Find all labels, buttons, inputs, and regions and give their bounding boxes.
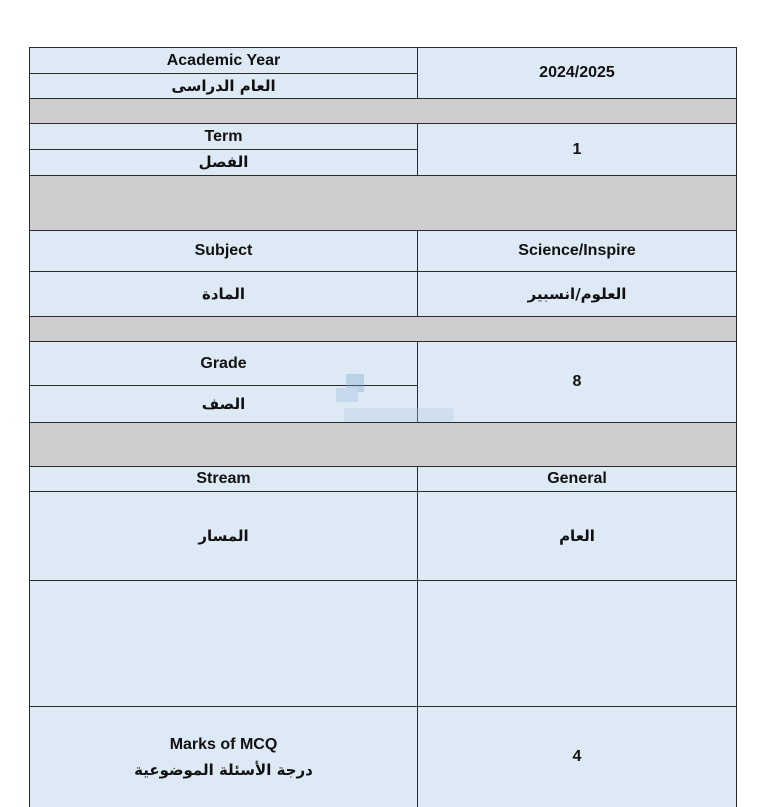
stream-label-ar [30, 492, 418, 580]
stream-label-en-text: Stream [196, 470, 251, 487]
subject-value-en-text: Science/Inspire [518, 242, 636, 259]
term-value-text: 1 [572, 140, 582, 158]
mcq-label [30, 707, 418, 807]
stream-value-ar-text: العام [559, 526, 595, 545]
academic-year-label-ar [30, 74, 418, 98]
subject-label-en-text: Subject [194, 242, 253, 259]
mcq-value [418, 707, 736, 807]
academic-year-value-text: 2024/2025 [539, 64, 615, 81]
term-label-en [30, 124, 418, 149]
stream-value-en-text: General [547, 470, 607, 487]
empty-cell-left [30, 581, 418, 706]
grade-label-en-text: Grade [200, 354, 247, 372]
empty-cell-right [418, 581, 736, 706]
subject-value-en [418, 231, 736, 271]
term-value [418, 124, 736, 175]
mcq-value-text: 4 [572, 748, 582, 765]
separator-row [30, 175, 736, 231]
info-table [29, 47, 737, 807]
academic-year-value [418, 48, 736, 98]
subject-value-ar [418, 272, 736, 316]
academic-year-label-en [30, 48, 418, 73]
term-label-ar [30, 150, 418, 175]
mcq-label-ar-text: درجة الأسئلة الموضوعية [134, 760, 313, 779]
separator-row [30, 316, 736, 342]
subject-label-ar-text: المادة [202, 284, 246, 303]
term-label-en-text: Term [204, 127, 243, 145]
grade-value [418, 342, 736, 422]
stream-label-ar-text: المسار [198, 526, 249, 545]
subject-value-ar-text: العلوم/انسبير [527, 284, 627, 303]
grade-label-ar [30, 386, 418, 422]
separator-row [30, 422, 736, 467]
grade-value-text: 8 [572, 373, 582, 390]
stream-value-en [418, 467, 736, 491]
mcq-label-en-text: Marks of MCQ [169, 735, 278, 753]
stream-value-ar [418, 492, 736, 580]
separator-row [30, 98, 736, 124]
term-label-ar-text: الفصل [198, 153, 249, 172]
academic-year-label-en-text: Academic Year [166, 51, 281, 69]
grade-label-en [30, 342, 418, 385]
grade-label-ar-text: الصف [201, 394, 246, 413]
academic-year-label-ar-text: العام الدراسى [171, 76, 276, 95]
subject-label-ar [30, 272, 418, 316]
subject-label-en [30, 231, 418, 271]
stream-label-en [30, 467, 418, 491]
mcq-label-stack [134, 735, 313, 780]
